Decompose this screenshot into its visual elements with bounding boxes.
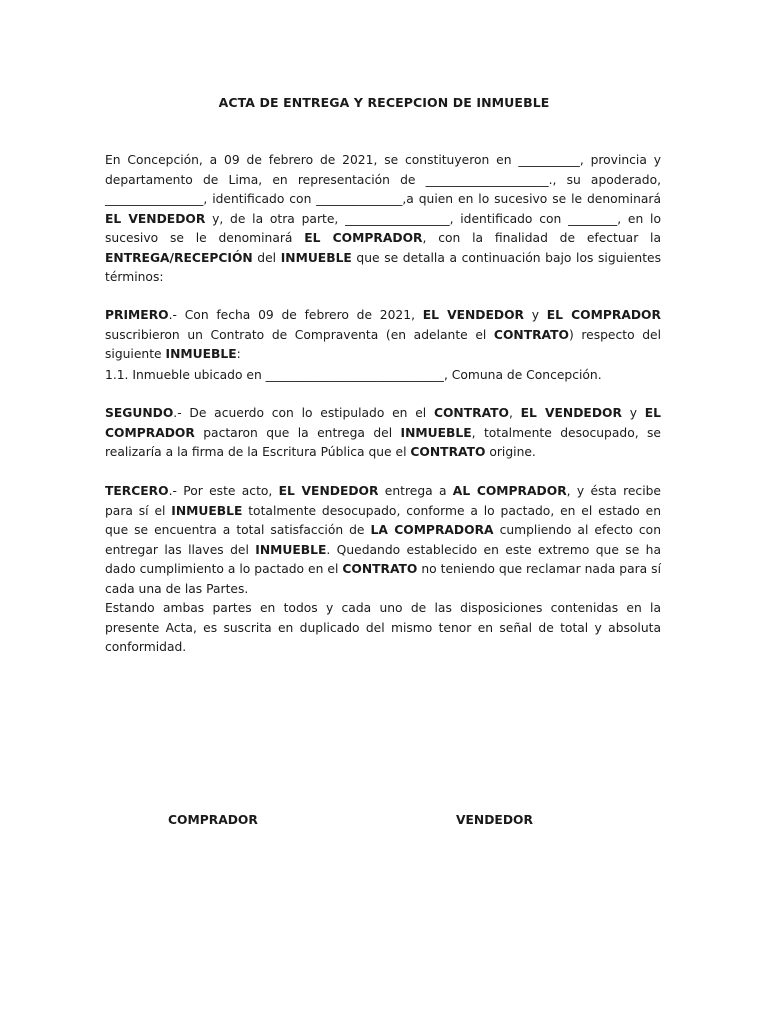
clause-tercero xyxy=(105,482,661,599)
primero-bold-3: EL COMPRADOR xyxy=(546,308,661,322)
primero-bold-4: CONTRATO xyxy=(493,327,569,342)
segundo-text-3: y xyxy=(621,406,645,420)
segundo-text-6: origine. xyxy=(485,445,536,459)
tercero-bold-6: INMUEBLE xyxy=(255,542,327,557)
segundo-bold-4: EL COMPRADOR xyxy=(105,406,661,440)
intro-text-4: del xyxy=(252,250,281,265)
closing-paragraph xyxy=(105,599,661,658)
intro-paragraph xyxy=(105,151,661,288)
intro-text-3: , con la finalidad de efectuar la xyxy=(422,231,661,245)
intro-bold-1: EL VENDEDOR xyxy=(105,211,206,226)
tercero-text-2: entrega a xyxy=(378,484,453,498)
segundo-text-2: , xyxy=(508,406,521,420)
segundo-text-5: , totalmente desocupado, se realizaría a la firma de la Escritura Pública que el xyxy=(105,425,661,459)
signature-vendedor: VENDEDOR xyxy=(456,813,533,827)
intro-text-5: que se detalla a continuación bajo los siguientes términos: xyxy=(105,250,662,284)
segundo-bold-5: INMUEBLE xyxy=(400,425,472,440)
document-title: ACTA DE ENTREGA Y RECEPCION DE INMUEBLE xyxy=(218,95,550,110)
signature-comprador: COMPRADOR xyxy=(168,813,258,827)
primero-text-3: suscribieron un Contrato de Compraventa (en adelante el xyxy=(105,327,494,342)
intro-bold-3: ENTREGA/RECEPCIÓN xyxy=(105,250,253,265)
tercero-bold-3: AL COMPRADOR xyxy=(452,484,567,498)
clause-primero xyxy=(105,306,661,365)
closing-text: Estando ambas partes en todos y cada uno de las disposiciones contenidas en la presente Acta, es suscrita en duplicado del mismo tenor en señal de total y absoluta conformidad. xyxy=(105,601,661,654)
intro-bold-4: INMUEBLE xyxy=(280,250,352,265)
segundo-text-1: .- De acuerdo con lo estipulado en el xyxy=(173,406,434,420)
clause-segundo xyxy=(105,404,661,463)
tercero-bold-5: LA COMPRADORA xyxy=(370,523,494,537)
segundo-bold-6: CONTRATO xyxy=(410,445,486,459)
primero-bold-1: PRIMERO xyxy=(105,308,169,322)
primero-text-5: : xyxy=(236,347,241,361)
item-text: 1.1. Inmueble ubicado en _____________________________, Comuna de Concepción. xyxy=(105,368,602,382)
segundo-bold-1: SEGUNDO xyxy=(105,406,174,420)
segundo-bold-3: EL VENDEDOR xyxy=(520,406,622,420)
primero-text-1: .- Con fecha 09 de febrero de 2021, xyxy=(168,308,423,322)
tercero-text-5: cumpliendo al efecto con entregar las llaves del xyxy=(105,523,661,557)
tercero-bold-1: TERCERO xyxy=(105,484,169,498)
tercero-bold-2: EL VENDEDOR xyxy=(278,484,379,498)
intro-text-1: En Concepción, a 09 de febrero de 2021, se constituyeron en __________, provincia y departamento de Lima, en representación de ____________________., su apoderado, ________________, identificado con ______________,a quien en lo sucesivo se le denominará xyxy=(105,153,661,206)
primero-bold-5: INMUEBLE xyxy=(165,347,237,361)
tercero-text-4: totalmente desocupado, conforme a lo pactado, en el estado en que se encuentra a total satisfacción de xyxy=(105,503,661,537)
tercero-text-6: . Quedando establecido en este extremo que se ha dado cumplimiento a lo pactado en el xyxy=(105,542,661,576)
tercero-text-1: .- Por este acto, xyxy=(168,484,279,498)
segundo-bold-2: CONTRATO xyxy=(433,406,509,420)
primero-text-2: y xyxy=(524,308,547,322)
tercero-bold-4: INMUEBLE xyxy=(171,503,243,518)
primero-bold-2: EL VENDEDOR xyxy=(422,308,525,322)
clause-item-1-1 xyxy=(105,366,661,386)
intro-text-2: y, de la otra parte, _________________, identificado con ________, en lo sucesivo se le denominará xyxy=(105,211,661,245)
segundo-text-4: pactaron que la entrega del xyxy=(194,425,401,440)
tercero-bold-7: CONTRATO xyxy=(342,562,418,576)
intro-bold-2: EL COMPRADOR xyxy=(304,231,423,245)
tercero-text-7: no teniendo que reclamar nada para sí cada una de las Partes. xyxy=(105,562,661,596)
primero-text-4: ) respecto del siguiente xyxy=(105,327,661,361)
tercero-text-3: , y ésta recibe para sí el xyxy=(105,484,661,518)
